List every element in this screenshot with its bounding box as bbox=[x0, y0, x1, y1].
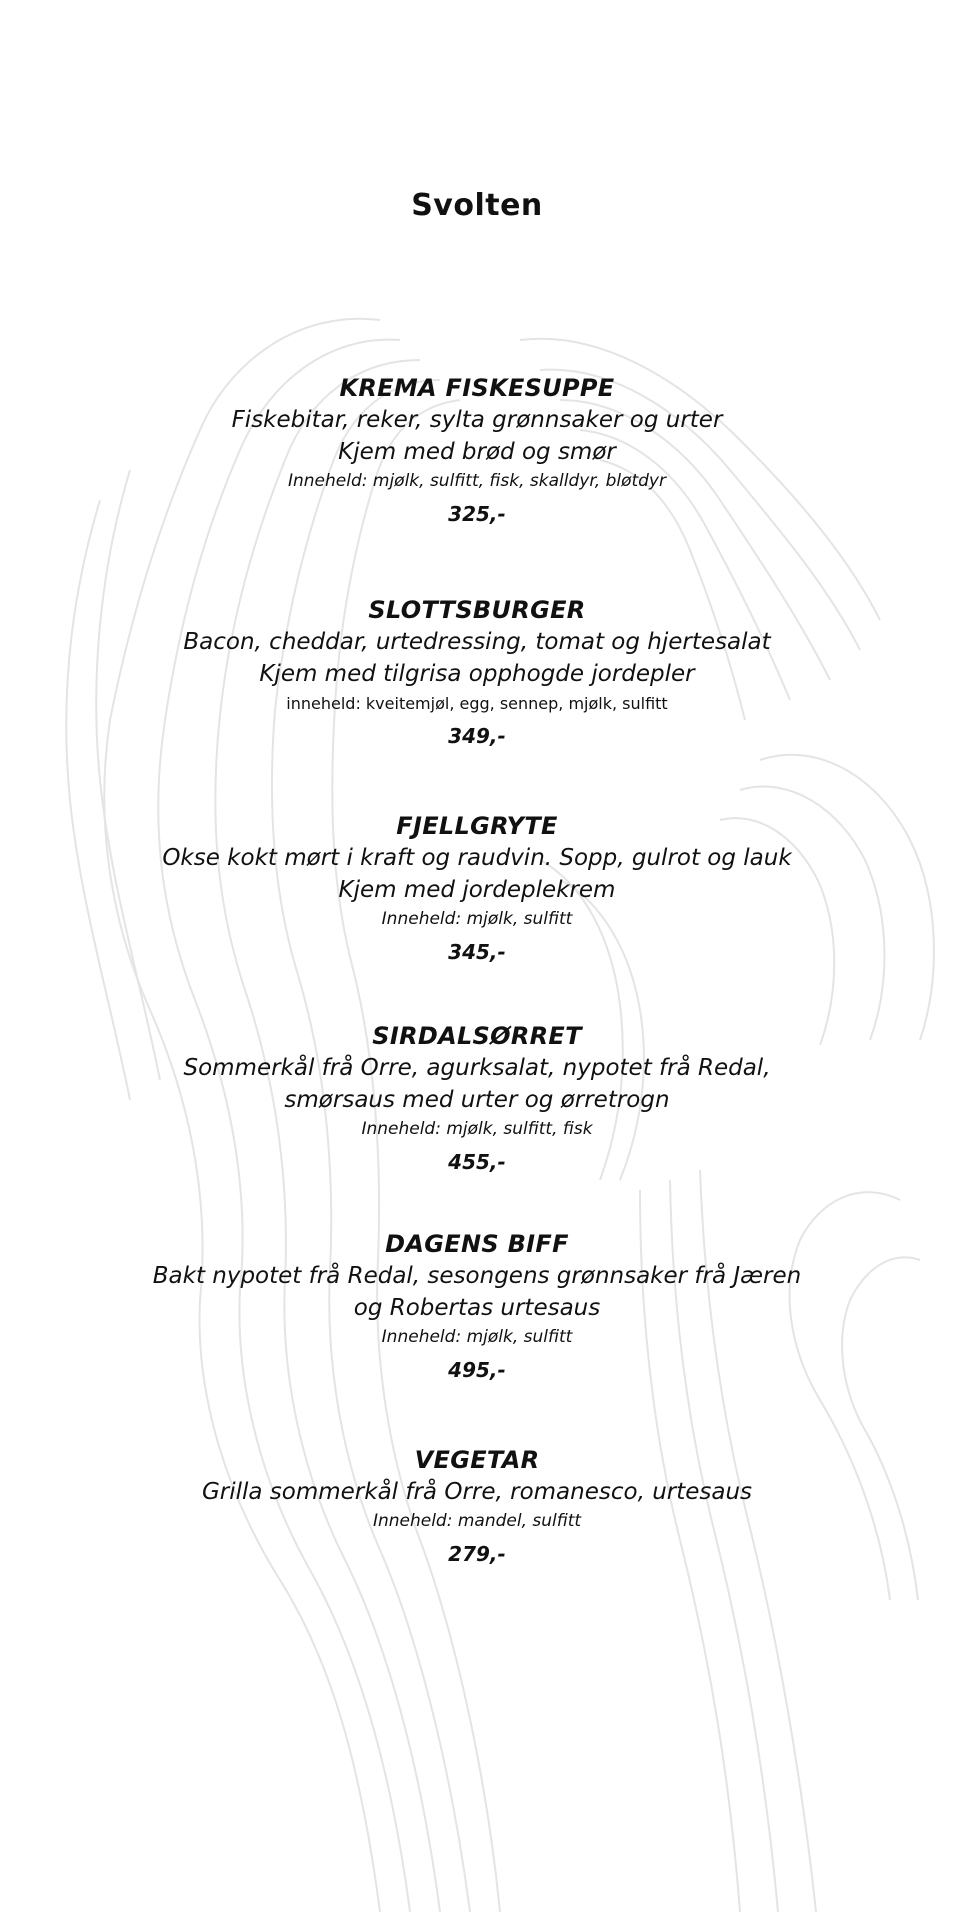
menu-item-dagens-biff bbox=[0, 1228, 954, 1387]
menu-item-allergens: Inneheld: mjølk, sulfitt, fisk, skalldyr, bløtdyr bbox=[287, 471, 666, 491]
menu-item-sirdalsorret bbox=[0, 1020, 954, 1179]
menu-item-slottsburger bbox=[0, 594, 954, 753]
menu-item-name: SLOTTSBURGER bbox=[368, 596, 586, 624]
menu-item-name: VEGETAR bbox=[414, 1446, 540, 1474]
menu-item-fjellgryte bbox=[0, 810, 954, 969]
menu-item-allergens: Inneheld: mjølk, sulfitt bbox=[381, 909, 573, 929]
menu-item-price: 349,- bbox=[448, 724, 506, 748]
menu-item-price: 325,- bbox=[448, 502, 506, 526]
menu-item-description: og Robertas urtesaus bbox=[353, 1295, 601, 1321]
menu-item-description: Sommerkål frå Orre, agurksalat, nypotet frå Redal, bbox=[183, 1055, 771, 1081]
menu-item-price: 455,- bbox=[448, 1150, 506, 1174]
menu-item-price: 495,- bbox=[448, 1358, 506, 1382]
page-title: Svolten bbox=[411, 188, 543, 223]
menu-item-allergens: inneheld: kveitemjøl, egg, sennep, mjølk, sulfitt bbox=[286, 694, 668, 713]
menu-item-krema-fiskesuppe bbox=[0, 372, 954, 531]
menu-item-name: FJELLGRYTE bbox=[396, 812, 558, 840]
menu-item-description: Fiskebitar, reker, sylta grønnsaker og urter bbox=[231, 407, 723, 433]
menu-item-description: Grilla sommerkål frå Orre, romanesco, urtesaus bbox=[201, 1479, 753, 1505]
menu-item-price: 279,- bbox=[448, 1542, 506, 1566]
menu-item-vegetar bbox=[0, 1444, 954, 1571]
menu-item-description: Okse kokt mørt i kraft og raudvin. Sopp, gulrot og lauk bbox=[162, 845, 792, 871]
menu-item-price: 345,- bbox=[448, 940, 506, 964]
menu-item-name: KREMA FISKESUPPE bbox=[339, 374, 615, 402]
menu-item-description: Bakt nypotet frå Redal, sesongens grønnsaker frå Jæren bbox=[152, 1263, 802, 1289]
menu-item-description: Bacon, cheddar, urtedressing, tomat og hjertesalat bbox=[183, 629, 771, 655]
menu-item-allergens: Inneheld: mjølk, sulfitt, fisk bbox=[361, 1119, 593, 1139]
menu-item-description: Kjem med jordeplekrem bbox=[338, 877, 616, 903]
menu-item-allergens: Inneheld: mandel, sulfitt bbox=[372, 1511, 582, 1531]
menu-item-description: Kjem med tilgrisa opphogde jordepler bbox=[259, 661, 695, 687]
menu-item-name: DAGENS BIFF bbox=[385, 1230, 569, 1258]
menu-item-name: SIRDALSØRRET bbox=[372, 1022, 582, 1050]
menu-item-description: smørsaus med urter og ørretrogn bbox=[284, 1087, 670, 1113]
menu-item-allergens: Inneheld: mjølk, sulfitt bbox=[381, 1327, 573, 1347]
menu-item-description: Kjem med brød og smør bbox=[338, 439, 616, 465]
